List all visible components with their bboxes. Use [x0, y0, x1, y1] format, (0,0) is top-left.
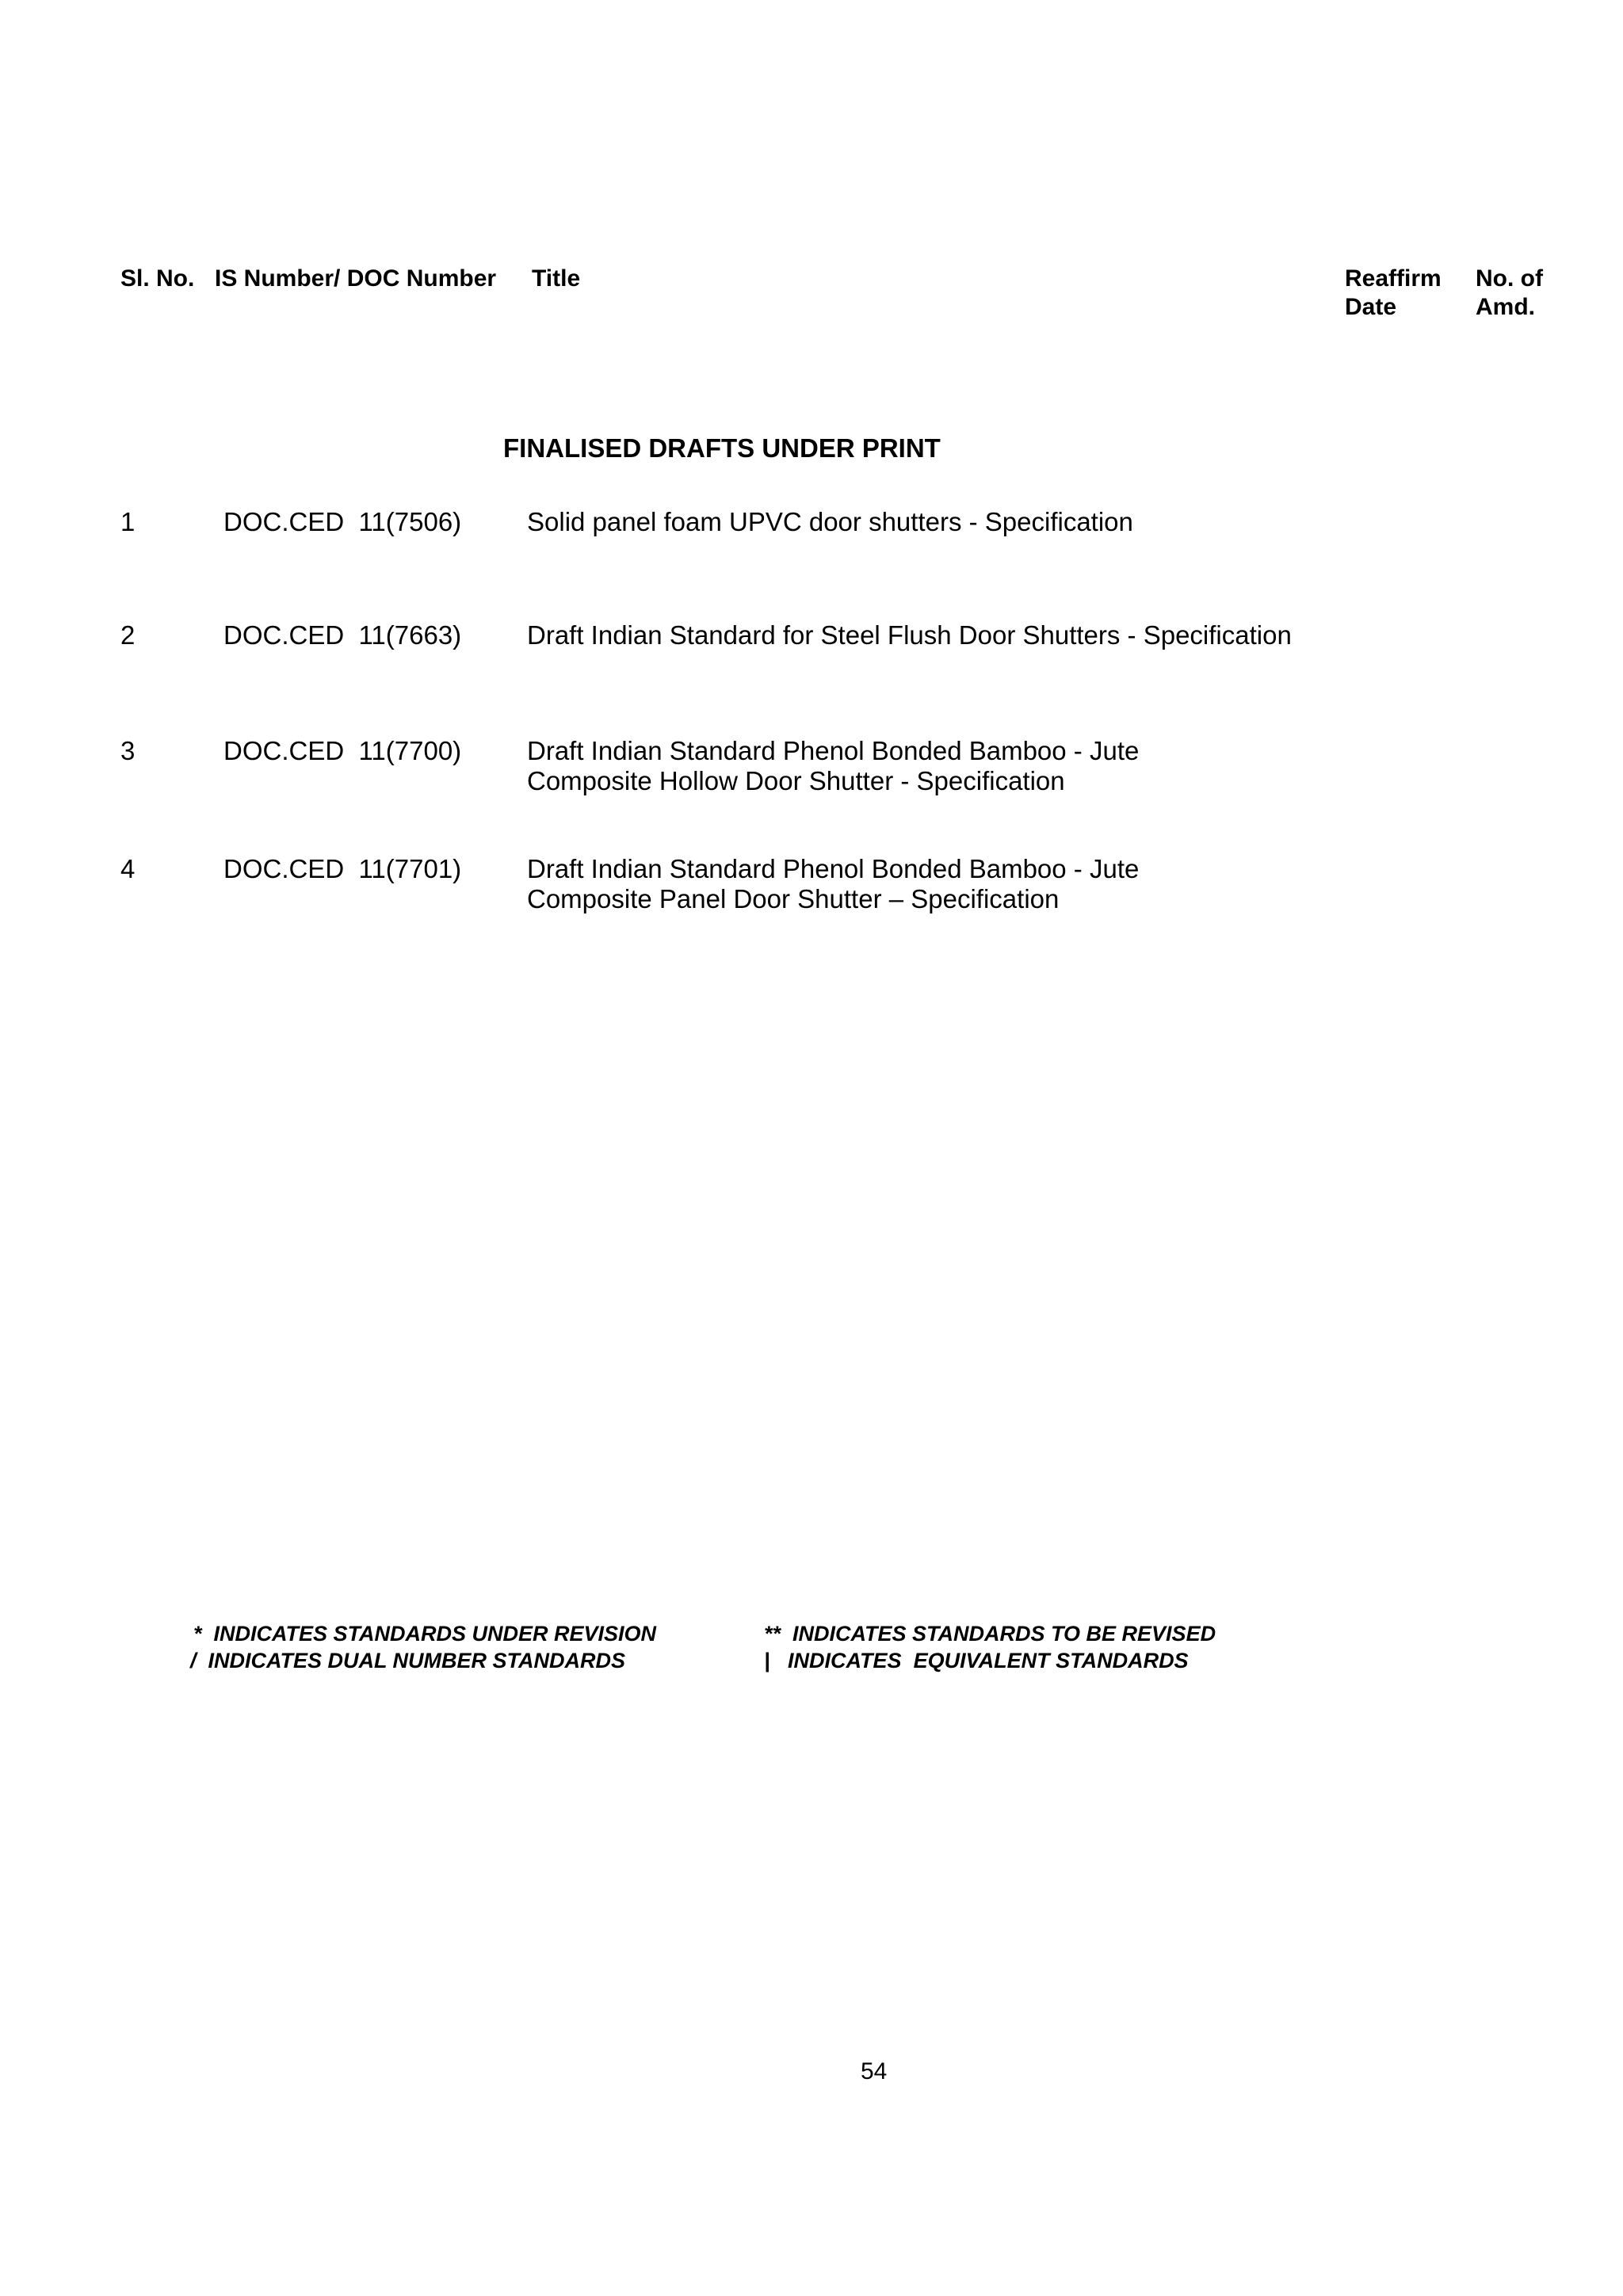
row-sl-no: 1 [120, 507, 136, 536]
row-doc-number: DOC.CED 11(7663) [223, 620, 462, 650]
row-doc-number: DOC.CED 11(7506) [223, 507, 462, 536]
section-title: FINALISED DRAFTS UNDER PRINT [503, 433, 941, 463]
legend-equivalent: | INDICATES EQUIVALENT STANDARDS [764, 1649, 1189, 1672]
header-sl-no: Sl. No. [120, 265, 195, 292]
header-reaffirm-date: Reaffirm Date [1345, 265, 1442, 320]
row-title: Solid panel foam UPVC door shutters - Specification [527, 507, 1133, 536]
page-number: 54 [861, 2058, 888, 2084]
row-title: Draft Indian Standard Phenol Bonded Bamboo - Jute Composite Panel Door Shutter – Specification [527, 854, 1140, 913]
legend-dual-number: / INDICATES DUAL NUMBER STANDARDS [190, 1649, 626, 1672]
header-title: Title [532, 265, 581, 292]
header-no-of-amd: No. of Amd. [1476, 265, 1543, 320]
legend-to-be-revised: ** INDICATES STANDARDS TO BE REVISED [764, 1622, 1216, 1646]
legend-under-revision: * INDICATES STANDARDS UNDER REVISION [193, 1622, 657, 1646]
row-title: Draft Indian Standard for Steel Flush Door Shutters - Specification [527, 620, 1292, 650]
row-doc-number: DOC.CED 11(7700) [223, 736, 462, 765]
row-sl-no: 2 [120, 620, 136, 650]
row-title: Draft Indian Standard Phenol Bonded Bamboo - Jute Composite Hollow Door Shutter - Specification [527, 736, 1140, 795]
header-is-number: IS Number/ DOC Number [215, 265, 497, 292]
row-sl-no: 3 [120, 736, 136, 765]
row-doc-number: DOC.CED 11(7701) [223, 854, 462, 883]
row-sl-no: 4 [120, 854, 136, 883]
